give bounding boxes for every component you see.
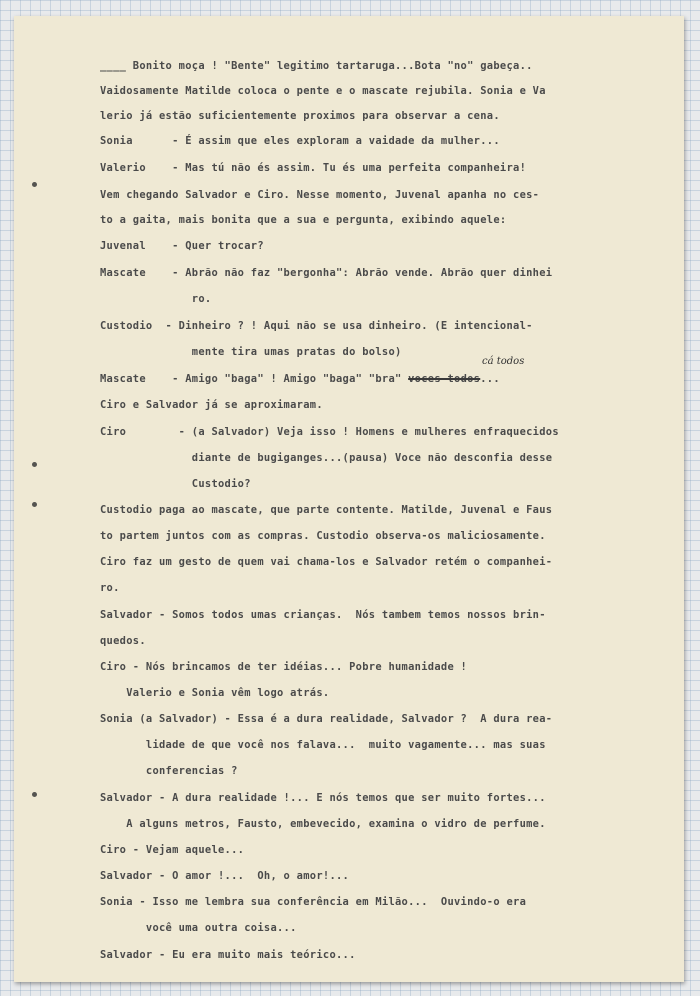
- punch-hole: [32, 792, 37, 797]
- dialogue-line: Sonia (a Salvador) - Essa é a dura realidade, Salvador ? A dura rea-: [100, 713, 553, 725]
- dialogue-text: ...: [480, 373, 500, 385]
- text-line: to a gaita, mais bonita que a sua e pergunta, exibindo aquele:: [100, 214, 507, 226]
- text-line: lidade de que você nos falava... muito vagamente... mas suas: [100, 739, 546, 751]
- dialogue-line: Mascate - Abrão não faz "bergonha": Abrão vende. Abrão quer dinhei: [100, 267, 553, 279]
- text-line: ro.: [100, 293, 212, 305]
- dialogue-line: Custodio - Dinheiro ? ! Aqui não se usa dinheiro. (E intencional-: [100, 320, 533, 332]
- text-line: quedos.: [100, 635, 146, 647]
- punch-hole: [32, 502, 37, 507]
- dialogue-line: Ciro - Nós brincamos de ter idéias... Pobre humanidade !: [100, 661, 468, 673]
- text-line: A alguns metros, Fausto, embevecido, examina o vidro de perfume.: [100, 818, 546, 830]
- handwritten-insert: cá todos: [482, 356, 525, 367]
- text-line: conferencias ?: [100, 765, 238, 777]
- typescript-page: [14, 16, 684, 982]
- text-line: Vaidosamente Matilde coloca o pente e o mascate rejubila. Sonia e Va: [100, 85, 546, 97]
- text-line: ro.: [100, 582, 120, 594]
- text-line: Valerio e Sonia vêm logo atrás.: [100, 687, 330, 699]
- dialogue-line: Salvador - Eu era muito mais teórico...: [100, 949, 356, 961]
- punch-hole: [32, 182, 37, 187]
- text-line: lerio já estão suficientemente proximos para observar a cena.: [100, 110, 500, 122]
- dialogue-line: Valerio - Mas tú não és assim. Tu és uma perfeita companheira!: [100, 162, 527, 174]
- text-line: ____ Bonito moça ! "Bente" legitimo tartaruga...Bota "no" gabeça..: [100, 60, 533, 72]
- punch-hole: [32, 462, 37, 467]
- text-line: mente tira umas pratas do bolso): [100, 346, 402, 358]
- text-line: você uma outra coisa...: [100, 922, 297, 934]
- dialogue-line: Ciro - Vejam aquele...: [100, 844, 245, 856]
- struck-text: voces todos: [408, 373, 481, 385]
- dialogue-text: Mascate - Amigo "baga" ! Amigo "baga" "bra": [100, 373, 409, 385]
- text-line: Ciro e Salvador já se aproximaram.: [100, 399, 323, 411]
- dialogue-line: Ciro - (a Salvador) Veja isso ! Homens e mulheres enfraquecidos: [100, 426, 559, 438]
- dialogue-line: Salvador - Somos todos umas crianças. Nós tambem temos nossos brin-: [100, 609, 546, 621]
- dialogue-line: Salvador - A dura realidade !... E nós temos que ser muito fortes...: [100, 792, 546, 804]
- dialogue-line: [100, 373, 500, 385]
- text-line: Vem chegando Salvador e Ciro. Nesse momento, Juvenal apanha no ces-: [100, 189, 540, 201]
- dialogue-line: Sonia - É assim que eles exploram a vaidade da mulher...: [100, 135, 500, 147]
- text-line: to partem juntos com as compras. Custodio observa-os maliciosamente.: [100, 530, 546, 542]
- dialogue-line: Juvenal - Quer trocar?: [100, 240, 264, 252]
- text-line: Custodio?: [100, 478, 251, 490]
- text-line: diante de bugiganges...(pausa) Voce não desconfia desse: [100, 452, 553, 464]
- text-line: Ciro faz um gesto de quem vai chama-los e Salvador retém o companhei-: [100, 556, 553, 568]
- text-line: Custodio paga ao mascate, que parte contente. Matilde, Juvenal e Faus: [100, 504, 553, 516]
- dialogue-line: Salvador - O amor !... Oh, o amor!...: [100, 870, 350, 882]
- dialogue-line: Sonia - Isso me lembra sua conferência em Milão... Ouvindo-o era: [100, 896, 527, 908]
